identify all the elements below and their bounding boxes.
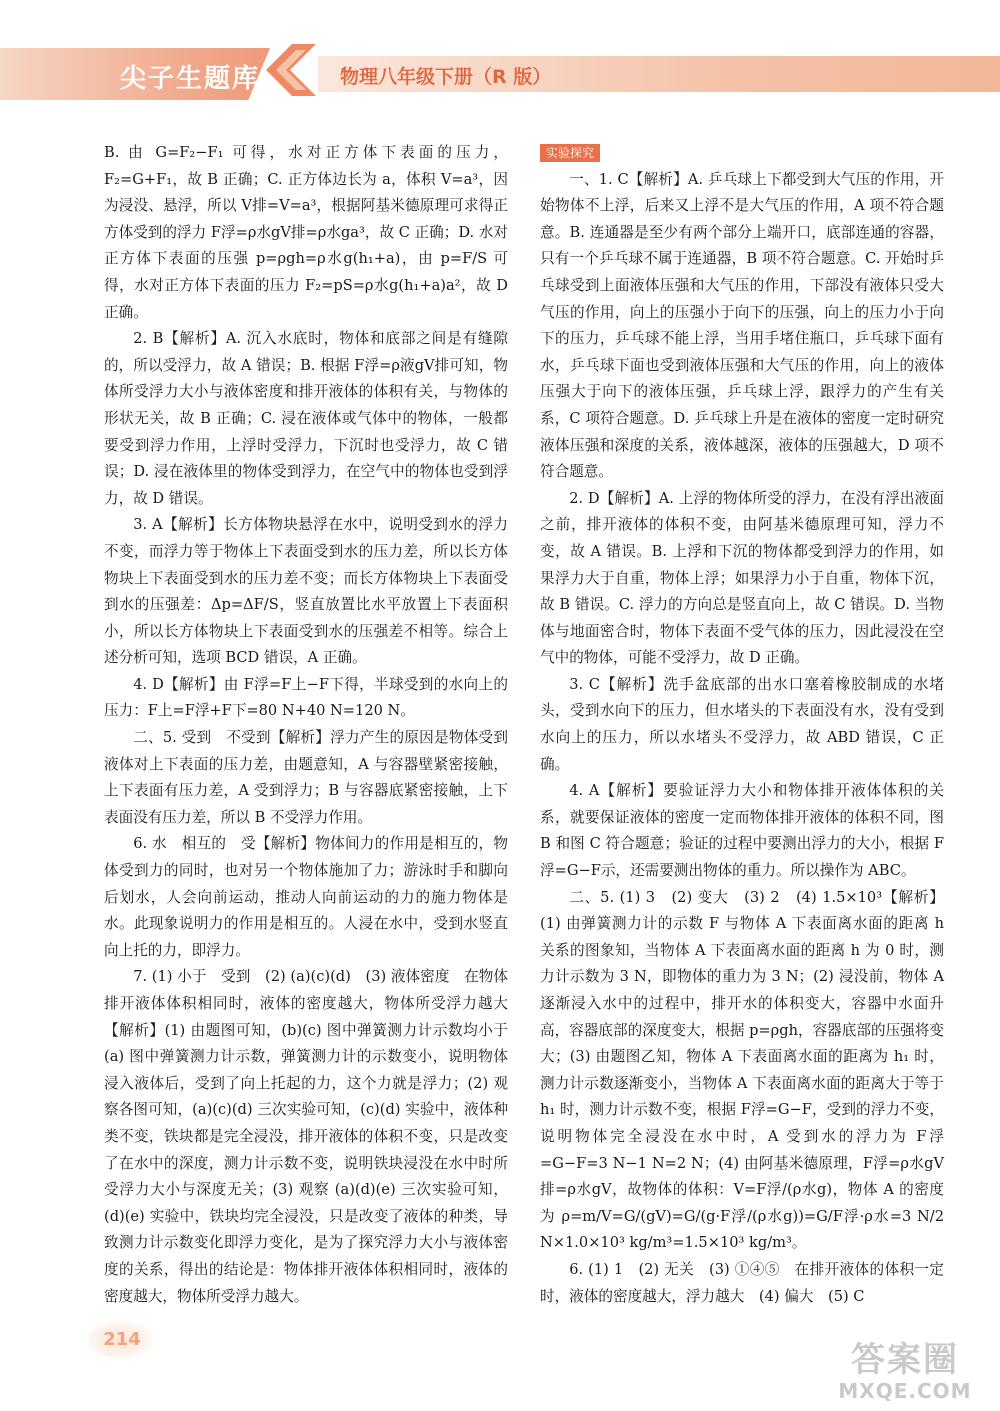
- answer-paragraph: 4. D【解析】由 F浮=F上−F下得，半球受到的水向上的压力：F上=F浮+F下=80 N+40 N=120 N。: [104, 675, 508, 720]
- pencil-arrow-icon: [262, 40, 320, 100]
- watermark-logo: [820, 1340, 990, 1406]
- answer-paragraph: 二、5. 受到 不受到【解析】浮力产生的原因是物体受到液体对上下表面的压力差，由题意知，A 与容器壁紧密接触，上下表面有压力差，A 受到浮力；B 与容器底紧密接触，上下表面没有压力差，所以 B 不受浮力作用。: [104, 729, 508, 826]
- answer-paragraph: 2. B【解析】A. 沉入水底时，物体和底部之间是有缝隙的，所以受浮力，故 A 错误；B. 根据 F浮=ρ液gV排可知，物体所受浮力大小与液体密度和排开液体的体积有关，与物体的形状无关，故 B 正确；C. 浸在液体或气体中的物体，一般都要受到浮力作用，上浮时受浮力，下沉时也受浮力，故 C 错误；D. 浸在液体里的物体受到浮力，在空气中的物体也受到浮力，故 D 错误。: [104, 330, 508, 507]
- answer-paragraph: 6. 水 相互的 受【解析】物体间力的作用是相互的，物体受到力的同时，也对另一个物体施加了力；游泳时手和脚向后划水，人会向前运动，推动人向前运动的力的施力物体是水。此现象说明力的作用是相互的。人浸在水中，受到水竖直向上托的力，即浮力。: [104, 835, 508, 959]
- page-number: 214: [92, 1320, 152, 1360]
- answer-paragraph: 3. C【解析】洗手盆底部的出水口塞着橡胶制成的水堵头，受到水向下的压力，但水堵头的下表面没有水，没有受到水向上的压力，所以水堵头不受浮力，故 ABD 错误，C 正确。: [540, 675, 944, 773]
- watermark-title: 答案圈: [851, 1340, 959, 1380]
- answer-paragraph: 6. (1) 1 (2) 无关 (3) ①④⑤ 在排开液体的体积一定时，液体的密度越大，浮力越大 (4) 偏大 (5) C: [540, 1260, 944, 1305]
- answer-paragraph: 3. A【解析】长方体物块悬浮在水中，说明受到水的浮力不变，而浮力等于物体上下表面受到水的压力差，所以长方体物块上下表面受到水的压力差不变；而长方体物块上下表面受到水的压强差：Δp=ΔF/S，竖直放置比水平放置上下表面积小，所以长方体物块上下表面受到水的压强差不相等。综合上述分析可知，选项 BCD 错误，A 正确。: [104, 516, 508, 667]
- answer-paragraph: B. 由 G=F₂−F₁ 可得，水对正方体下表面的压力，F₂=G+F₁，故 B 正确；C. 正方体边长为 a，体积 V=a³，因为浸没、悬浮，所以 V排=V=a³，根据阿基米德原理可求得正方体受到的浮力 F浮=ρ水gV排=ρ水ga³，故 C 正确；D. 水对正方体下表面的压强 p=ρgh=ρ水g(h₁+a)，由 p=F/S 可得，水对正方体下表面的压力 F₂=pS=ρ水g(h₁+a)a²，故 D 正确。: [104, 144, 508, 321]
- answer-paragraph: 4. A【解析】要验证浮力大小和物体排开液体体积的关系，就要保证液体的密度一定而物体排开液体的体积不同，图 B 和图 C 符合题意；验证的过程中要测出浮力的大小，根据 F浮=G−F示，还需要测出物体的重力。所以操作为 ABC。: [540, 782, 944, 880]
- left-column: [104, 140, 508, 1310]
- answer-paragraph: 2. D【解析】A. 上浮的物体所受的浮力，在没有浮出液面之前，排开液体的体积不变，由阿基米德原理可知，浮力不变，故 A 错误。B. 上浮和下沉的物体都受到浮力的作用，如果浮力大于自重，物体上浮；如果浮力小于自重，物体下沉，故 B 错误。C. 浮力的方向总是竖直向上，故 C 错误。D. 当物体与地面密合时，物体下表面不受气体的压力，因此浸没在空气中的物体，可能不受浮力，故 D 正确。: [540, 489, 944, 667]
- watermark-url: MXQE.COM: [838, 1379, 972, 1403]
- answer-paragraph: 7. (1) 小于 受到 (2) (a)(c)(d) (3) 液体密度 在物体排开液体体积相同时，液体的密度越大，物体所受浮力越大【解析】(1) 由题图可知，(b)(c) 图中弹簧测力计示数均小于 (a) 图中弹簧测力计示数，弹簧测力计的示数变小，说明物体浸入液体后，受到了向上托起的力，这个力就是浮力；(2) 观察各图可知，(a)(c)(d) 三次实验可知，(c)(d) 实验中，液体种类不变，铁块都是完全浸没，排开液体的体积不变，只是改变了在水中的深度，测力计示数不变，说明铁块浸没在水中时所受浮力大小与深度无关；(3) 观察 (a)(d)(e) 三次实验可知，(d)(e) 实验中，铁块均完全浸没，只是改变了液体的种类，导致测力计示数变化即浮力变化，是为了探究浮力大小与液体密度的关系，得出的结论是：物体排开液体体积相同时，液体的密度越大，物体所受浮力越大。: [104, 968, 508, 1305]
- page-header: [0, 0, 1000, 130]
- book-title: 物理八年级下册（R 版）: [340, 66, 552, 88]
- answer-paragraph: 二、5. (1) 3 (2) 变大 (3) 2 (4) 1.5×10³【解析】(1) 由弹簧测力计的示数 F 与物体 A 下表面离水面的距离 h 关系的图象知，当物体 A 下表面离水面的距离 h 为 0 时，测力计示数为 3 N，即物体的重力为 3 N；(2) 浸没前，物体 A 逐渐浸入水中的过程中，排开水的体积变大，容器中水面升高，容器底部的深度变大，根据 p=ρgh，容器底部的压强将变大；(3) 由题图乙知，物体 A 下表面离水面的距离为 h₁ 时，测力计示数逐渐变小，当物体 A 下表面离水面的距离大于等于 h₁ 时，测力计示数不变，根据 F浮=G−F，受到的浮力不变，说明物体完全浸没在水中时，A 受到水的浮力为 F浮=G−F=3 N−1 N=2 N；(4) 由阿基米德原理，F浮=ρ水gV排=ρ水gV，故物体的体积：V=F浮/(ρ水g)，物体 A 的密度为 ρ=m/V=G/(gV)=G/(g·F浮/(ρ水g))=G/F浮·ρ水=3 N/2 N×1.0×10³ kg/m³=1.5×10³ kg/m³。: [540, 888, 944, 1252]
- brand-title: 尖子生题库: [120, 64, 261, 94]
- section-label: 实验探究: [540, 144, 600, 162]
- right-column: [540, 140, 944, 1310]
- answer-paragraph: 一、1. C【解析】A. 乒乓球上下都受到大气压的作用，开始物体不上浮，后来又上浮不是大气压的作用，A 项不符合题意。B. 连通器是至少有两个部分上端开口，底部连通的容器，只有一个乒乓球不属于连通器，B 项不符合题意。C. 开始时乒乓球受到上面液体压强和大气压的作用，下部没有液体只受大气压的作用，向上的压强小于向下的压强，向上的压力小于向下的压力，乒乓球不能上浮，当用手堵住瓶口，乒乓球下面有水，乒乓球下面也受到液体压强和大气压的作用，向上的液体压强大于向下的液体压强，乒乓球上浮，跟浮力的产生有关系，C 项符合题意。D. 乒乓球上升是在液体的密度一定时研究液体压强和深度的关系，液体越深，液体的压强越大，D 项不符合题意。: [540, 170, 944, 481]
